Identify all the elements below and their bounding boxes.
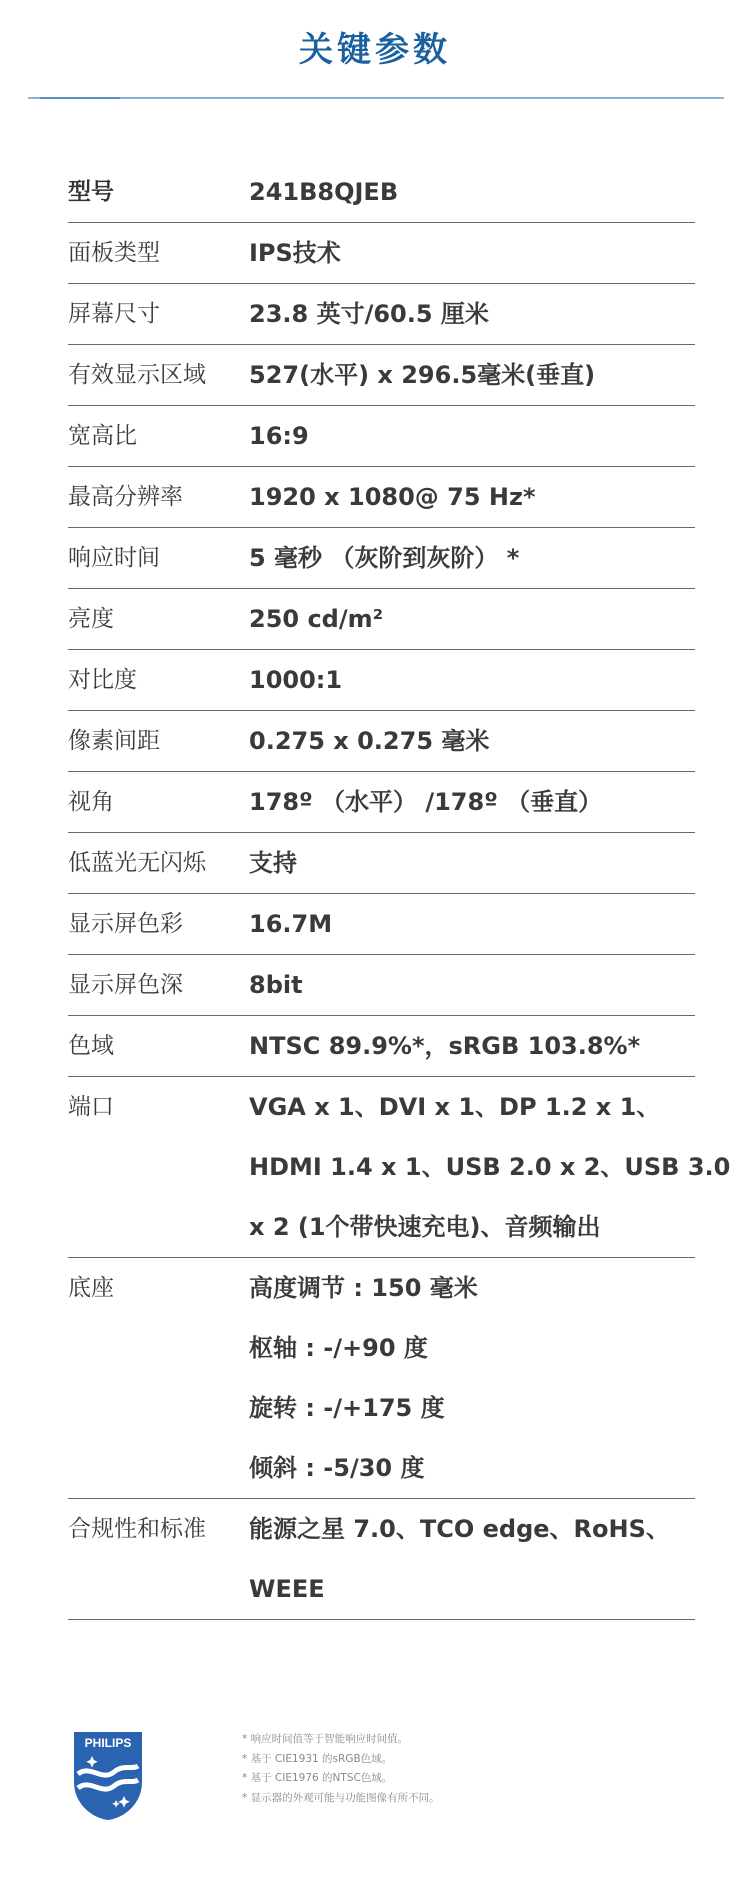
spec-label: 显示屏色深	[68, 972, 183, 998]
spec-value: 1000:1	[249, 666, 343, 694]
spec-values	[249, 1016, 695, 1076]
spec-value: 旋转 : -/+175 度	[249, 1394, 445, 1422]
spec-value: VGA x 1、DVI x 1、DP 1.2 x 1、	[249, 1093, 661, 1121]
spec-row	[68, 711, 695, 772]
spec-row	[68, 833, 695, 894]
spec-values	[249, 162, 695, 222]
title-underline-accent	[40, 97, 120, 99]
spec-value: 5 毫秒 （灰阶到灰阶） *	[249, 544, 520, 572]
spec-label: 显示屏色彩	[68, 911, 183, 937]
spec-value: 0.275 x 0.275 毫米	[249, 727, 490, 755]
spec-label: 合规性和标准	[68, 1516, 206, 1542]
spec-values	[249, 223, 695, 283]
spec-values	[249, 894, 695, 954]
footnotes	[242, 1730, 440, 1808]
spec-values	[249, 772, 695, 832]
spec-label: 端口	[68, 1094, 114, 1120]
spec-values	[249, 711, 695, 771]
spec-values	[249, 528, 695, 588]
spec-row	[68, 1016, 695, 1077]
spec-label: 底座	[68, 1275, 114, 1301]
spec-row	[68, 406, 695, 467]
brand-wordmark: PHILIPS	[84, 1736, 132, 1750]
page-title: 关键参数	[299, 30, 451, 70]
title-underline	[28, 97, 724, 99]
spec-value: x 2 (1个带快速充电)、音频输出	[249, 1213, 601, 1241]
spec-row	[68, 650, 695, 711]
spec-label: 有效显示区域	[68, 362, 206, 388]
spec-values	[249, 955, 695, 1015]
spec-row	[68, 162, 695, 223]
spec-value: 能源之星 7.0、TCO edge、RoHS、	[249, 1515, 670, 1543]
footnote: * 基于 CIE1931 的sRGB色域。	[242, 1752, 393, 1765]
spec-row	[68, 955, 695, 1016]
spec-value: 支持	[249, 849, 297, 877]
spec-label: 最高分辨率	[68, 484, 183, 510]
spec-values	[249, 284, 695, 344]
spec-values	[249, 467, 695, 527]
spec-label: 宽高比	[68, 423, 137, 449]
philips-logo	[72, 1730, 144, 1826]
spec-row	[68, 894, 695, 955]
spec-row	[68, 1499, 695, 1620]
spec-row	[68, 772, 695, 833]
spec-label: 视角	[68, 789, 114, 815]
spec-values	[249, 833, 695, 893]
spec-value: 241B8QJEB	[249, 178, 399, 206]
spec-label: 响应时间	[68, 545, 160, 571]
spec-value: IPS技术	[249, 239, 341, 267]
spec-value: 16.7M	[249, 910, 333, 938]
footnote: * 响应时间值等于智能响应时间值。	[242, 1733, 409, 1745]
spec-value: 倾斜 : -5/30 度	[249, 1454, 425, 1482]
spec-row	[68, 528, 695, 589]
spec-label: 面板类型	[68, 240, 160, 266]
spec-value: 1920 x 1080@ 75 Hz*	[249, 483, 536, 511]
spec-values	[249, 1077, 730, 1257]
spec-label: 低蓝光无闪烁	[68, 850, 206, 876]
spec-label: 像素间距	[68, 728, 160, 754]
footnote: * 显示器的外观可能与功能图像有所不同。	[242, 1791, 440, 1804]
spec-row	[68, 589, 695, 650]
spec-row	[68, 467, 695, 528]
spec-row	[68, 284, 695, 345]
philips-shield-icon	[72, 1730, 144, 1822]
spec-label: 型号	[68, 179, 114, 205]
spec-row	[68, 1258, 695, 1499]
spec-value: NTSC 89.9%*，sRGB 103.8%*	[249, 1032, 641, 1060]
spec-value: 枢轴 : -/+90 度	[249, 1334, 428, 1362]
spec-value: WEEE	[249, 1575, 325, 1603]
spec-row	[68, 1077, 731, 1258]
spec-values	[249, 345, 695, 405]
spec-row	[68, 345, 695, 406]
footnote: * 基于 CIE1976 的NTSC色域。	[242, 1772, 393, 1784]
footer	[0, 1730, 750, 1850]
spec-value: 16:9	[249, 422, 309, 450]
spec-value: 高度调节 : 150 毫米	[249, 1274, 478, 1302]
spec-value: 8bit	[249, 971, 303, 999]
spec-label: 屏幕尺寸	[68, 301, 160, 327]
spec-values	[249, 650, 695, 710]
spec-value: 527(水平) x 296.5毫米(垂直)	[249, 361, 596, 389]
spec-values	[249, 1499, 695, 1619]
spec-table	[68, 162, 731, 1620]
spec-value: 178º （水平） /178º （垂直）	[249, 788, 603, 816]
spec-value: HDMI 1.4 x 1、USB 2.0 x 2、USB 3.0	[249, 1153, 731, 1181]
spec-value: 23.8 英寸/60.5 厘米	[249, 300, 489, 328]
spec-values	[249, 589, 695, 649]
spec-values	[249, 1258, 695, 1498]
spec-row	[68, 223, 695, 284]
spec-label: 色域	[68, 1033, 114, 1059]
spec-label: 对比度	[68, 667, 137, 693]
spec-values	[249, 406, 695, 466]
spec-label: 亮度	[68, 606, 114, 632]
spec-value: 250 cd/m²	[249, 605, 384, 633]
